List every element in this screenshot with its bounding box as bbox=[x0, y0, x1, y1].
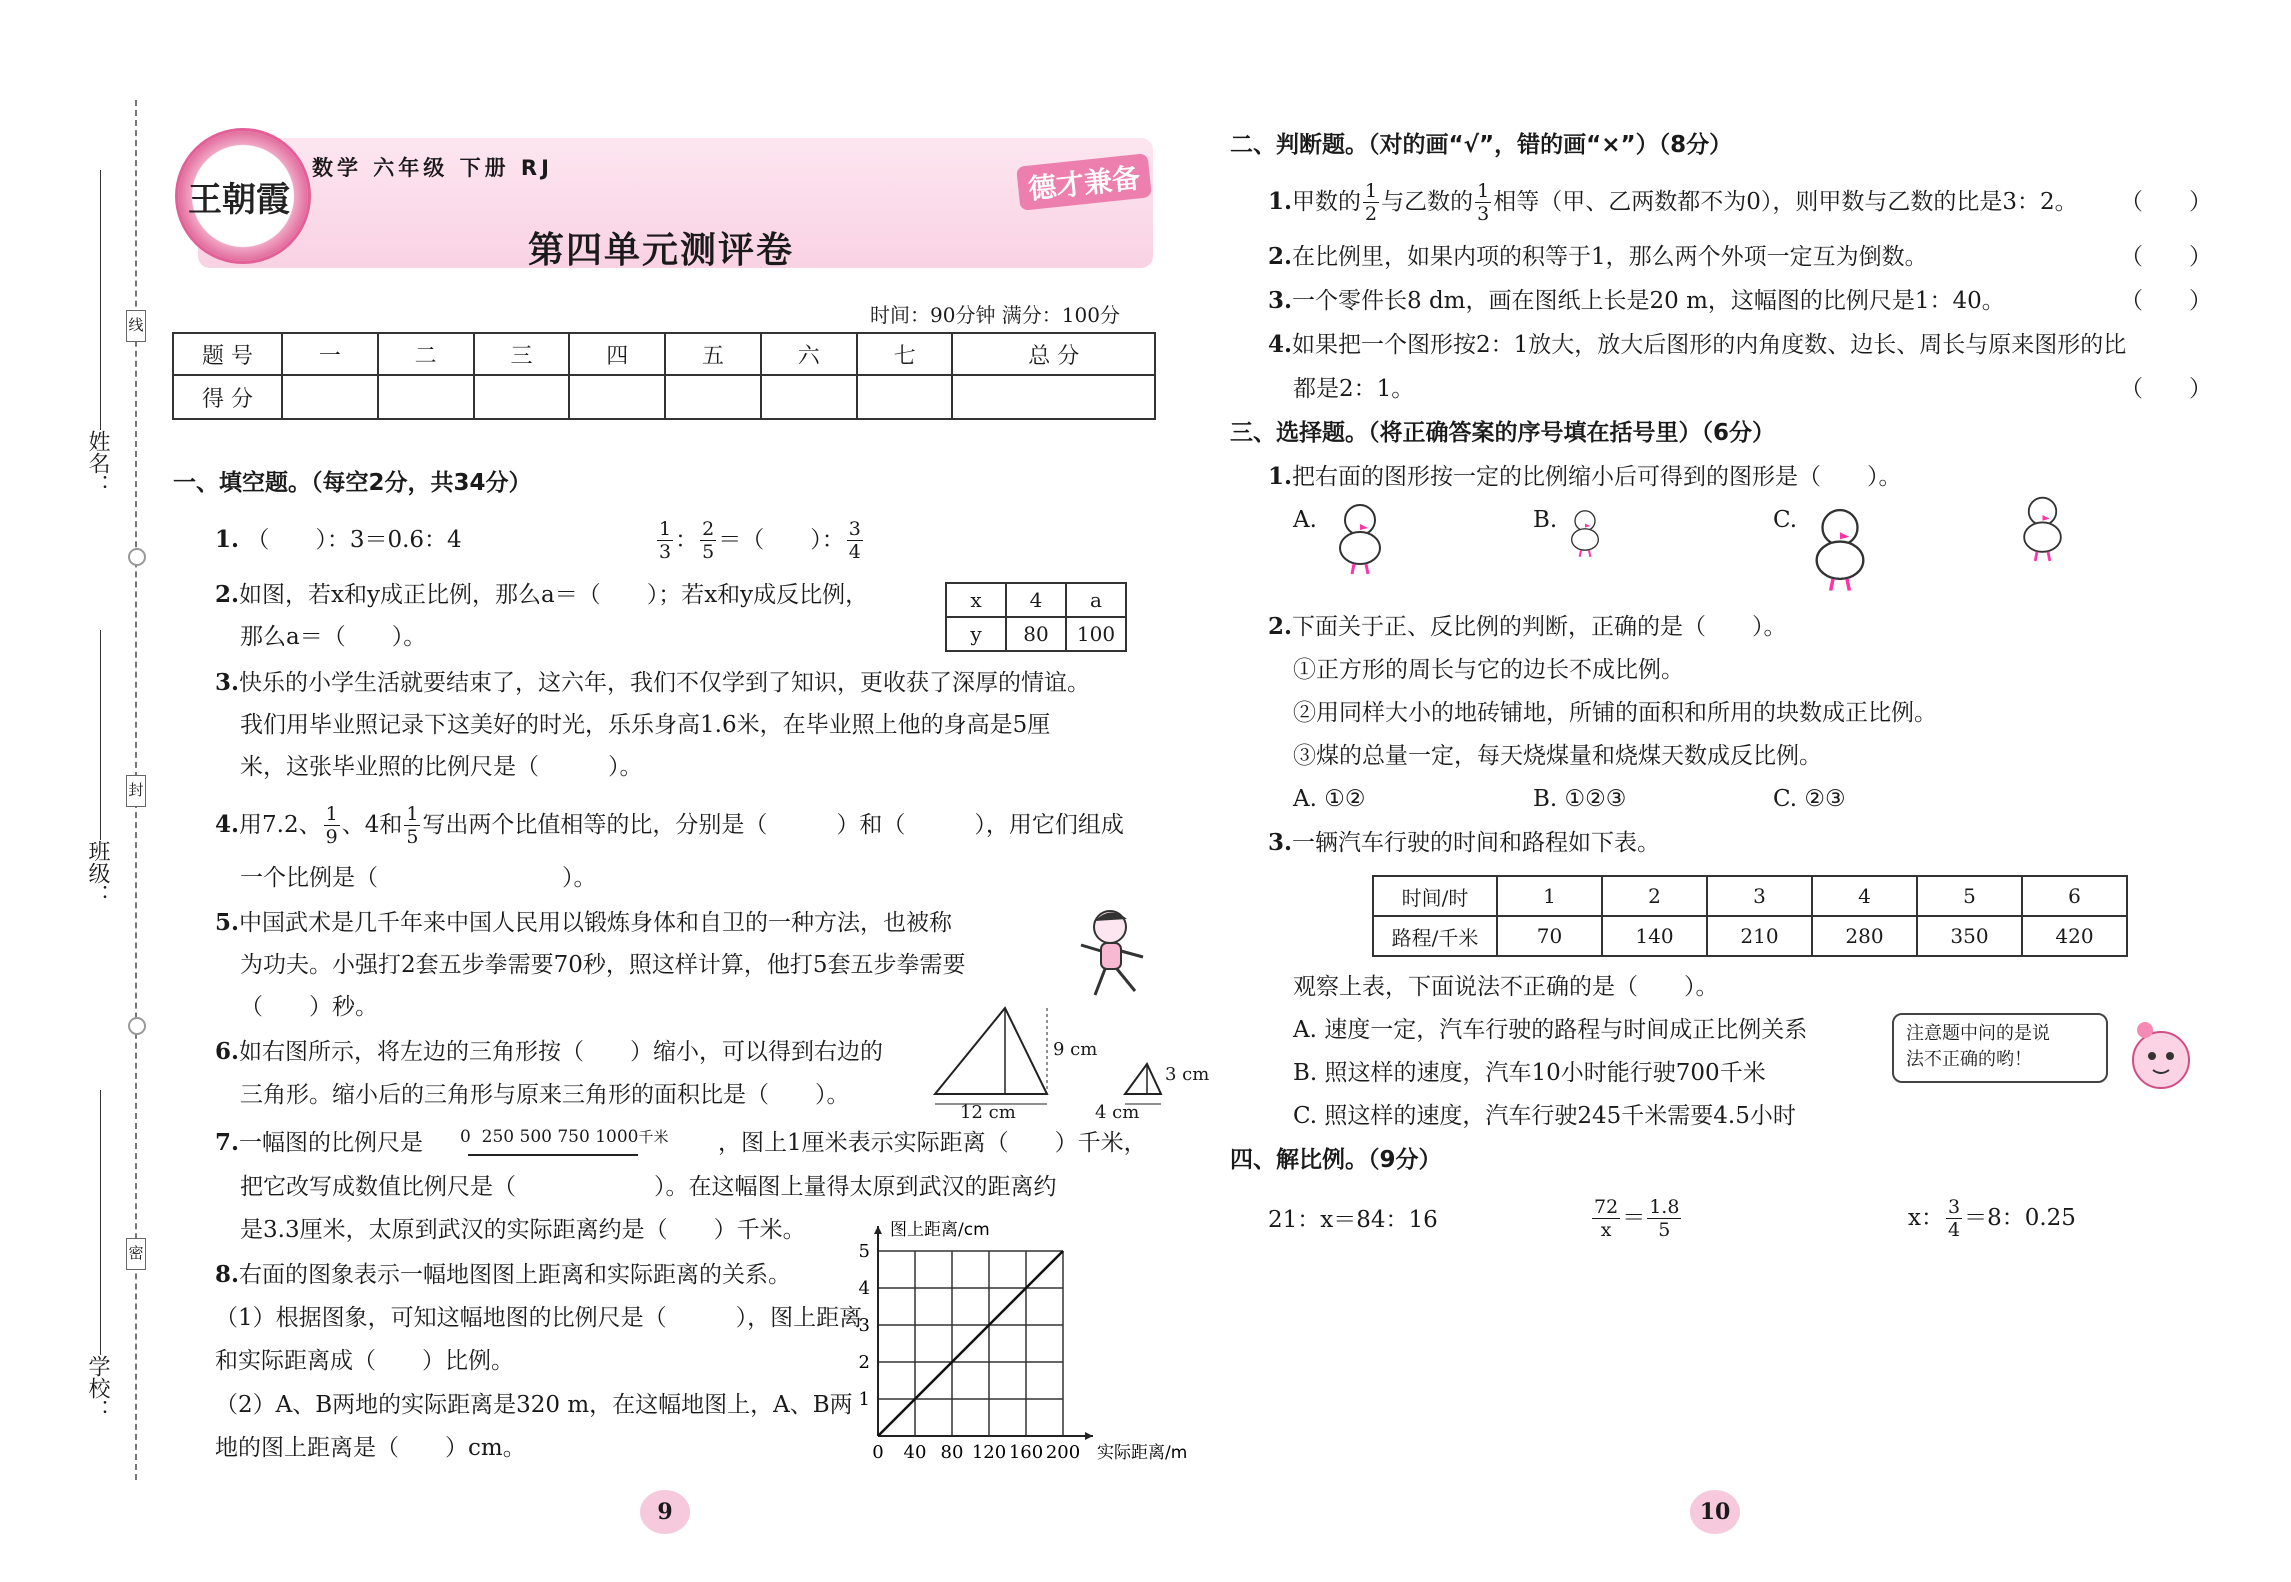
page-title: 第四单元测评卷 bbox=[528, 230, 795, 271]
fraction: $\frac{72}{x}$ bbox=[1594, 1195, 1619, 1241]
s1-q8: 8.右面的图象表示一幅地图图上距离和实际距离的关系。 bbox=[215, 1261, 792, 1288]
s1-q3-line2: 我们用毕业照记录下这美好的时光，乐乐身高1.6米，在毕业照上他的身高是5厘 bbox=[240, 712, 1051, 738]
s1-q7-line3: 是3.3厘米，太原到武汉的实际距离约是（ ）千米。 bbox=[240, 1217, 806, 1243]
school-label: 学校： bbox=[85, 1355, 110, 1421]
s2-q3-answer[interactable]: （ ） bbox=[2120, 288, 2212, 314]
s1-q5-line3: （ ）秒。 bbox=[240, 994, 378, 1020]
s3-q1-opt-b[interactable]: B. bbox=[1533, 507, 1558, 533]
s1-q3: 3.快乐的小学生活就要结束了，这六年，我们不仅学到了知识，更收获了深厚的情谊。 bbox=[215, 669, 1091, 696]
s3-q2-s1: ①正方形的周长与它的边长不成比例。 bbox=[1293, 657, 1684, 683]
s3-q2-opt-c[interactable]: C. ②③ bbox=[1773, 786, 1846, 812]
fraction: $\frac{3}{4}$ bbox=[1947, 1195, 1961, 1241]
s1-q1-a: （ ）：3＝0.6：4 bbox=[246, 527, 462, 553]
mascot-icon bbox=[2125, 1020, 2197, 1104]
s1-q5: 5.中国武术是几千年来中国人民用以锻炼身体和自卫的一种方法，也被称 bbox=[215, 909, 953, 936]
section4-title: 四、解比例。（9分） bbox=[1230, 1147, 1442, 1173]
score-cell[interactable] bbox=[282, 375, 378, 419]
s2-q4-line2: 都是2：1。 bbox=[1293, 376, 1415, 402]
fraction: $\frac{1.8}{5}$ bbox=[1649, 1195, 1680, 1241]
name-label: 姓名： bbox=[85, 430, 110, 496]
score-head-3: 三 bbox=[474, 333, 570, 375]
x-tick-label: 120 bbox=[971, 1442, 1007, 1463]
s3-q1: 1.把右面的图形按一定的比例缩小后可得到的图形是（ ）。 bbox=[1268, 463, 1902, 490]
s3-q2-opt-b[interactable]: B. ①②③ bbox=[1533, 786, 1627, 812]
small-triangle-height: 3 cm bbox=[1165, 1064, 1210, 1085]
q-num: 1. bbox=[215, 526, 240, 553]
s3-q2-s2: ②用同样大小的地砖铺地，所铺的面积和所用的块数成正比例。 bbox=[1293, 700, 1937, 726]
page-number-left: 9 bbox=[640, 1490, 690, 1534]
x-tick-label: 0 bbox=[872, 1442, 884, 1463]
x-tick-label: 80 bbox=[940, 1442, 964, 1463]
section1-title: 一、填空题。（每空2分，共34分） bbox=[173, 470, 532, 496]
s1-q1 bbox=[215, 525, 462, 555]
duck-c-icon bbox=[1805, 498, 1875, 602]
s1-q2-line2: 那么a＝（ ）。 bbox=[240, 624, 427, 650]
distance-chart bbox=[840, 1218, 1220, 1468]
fraction: $\frac{1}{2}$ bbox=[1365, 179, 1378, 225]
series-line bbox=[878, 1251, 1063, 1436]
s3-q3-opt-c[interactable]: C. 照这样的速度，汽车行驶245千米需要4.5小时 bbox=[1293, 1103, 1796, 1129]
s3-q1-opt-c[interactable]: C. bbox=[1773, 507, 1798, 533]
s2-q4: 4.如果把一个图形按2：1放大，放大后图形的内角度数、边长、周长与原来图形的比 bbox=[1268, 331, 2127, 358]
kungfu-boy-icon bbox=[1075, 905, 1150, 1000]
score-cell[interactable] bbox=[665, 375, 761, 419]
brand-name: 王朝霞 bbox=[188, 180, 290, 220]
series-info: 数学 六年级 下册 RJ bbox=[312, 156, 553, 180]
page-number-right: 10 bbox=[1690, 1490, 1740, 1534]
score-cell[interactable] bbox=[952, 375, 1155, 419]
s2-q2-answer[interactable]: （ ） bbox=[2120, 244, 2212, 270]
cut-mark-mi: 密 bbox=[126, 1238, 146, 1270]
big-triangle-base: 12 cm bbox=[960, 1102, 1016, 1123]
s3-q2: 2.下面关于正、反比例的判断，正确的是（ ）。 bbox=[1268, 613, 1787, 640]
fraction: $\frac{2}{5}$ bbox=[702, 517, 715, 563]
small-triangle-base: 4 cm bbox=[1095, 1102, 1140, 1123]
tip-bubble bbox=[1892, 1013, 2108, 1083]
score-cell[interactable] bbox=[569, 375, 665, 419]
s3-q3-ask: 观察上表，下面说法不正确的是（ ）。 bbox=[1293, 974, 1719, 1000]
s1-q6: 6.如右图所示，将左边的三角形按（ ）缩小，可以得到右边的 bbox=[215, 1038, 884, 1065]
s4-eq2: $\frac{72}{x}$ ＝ $\frac{1.8}{5}$ bbox=[1594, 1195, 1680, 1241]
fraction: $\frac{3}{4}$ bbox=[848, 517, 861, 563]
s3-q2-opt-a[interactable]: A. ①② bbox=[1293, 786, 1366, 812]
section3-title: 三、选择题。（将正确答案的序号填在括号里）（6分） bbox=[1230, 420, 1776, 446]
s2-q1: 1. 甲数的 $\frac{1}{2}$ 与乙数的 $\frac{1}{3}$ 相等（甲、乙两数都不为0），则甲数与乙数的比是3：2。 bbox=[1268, 179, 2078, 225]
score-cell[interactable] bbox=[857, 375, 953, 419]
s1-q8-line5: 地的图上距离是（ ）cm。 bbox=[215, 1435, 526, 1461]
s4-eq3: x： $\frac{3}{4}$ ＝8：0.25 bbox=[1908, 1195, 2076, 1241]
fraction: $\frac{1}{5}$ bbox=[406, 802, 419, 848]
s3-q2-s3: ③煤的总量一定，每天烧煤量和烧煤天数成反比例。 bbox=[1293, 743, 1822, 769]
s1-q7: 7.一幅图的比例尺是 bbox=[215, 1129, 424, 1156]
x-tick-label: 160 bbox=[1008, 1442, 1044, 1463]
s1-q1-b: $\frac{1}{3}$ ： $\frac{2}{5}$ ＝（ ）： $\frac{3}{4}$ bbox=[659, 517, 861, 563]
y-tick-label: 4 bbox=[858, 1278, 870, 1299]
school-field[interactable] bbox=[100, 1090, 101, 1355]
s1-q2: 2.如图，若x和y成正比例，那么a＝（ ）；若x和y成反比例， bbox=[215, 581, 869, 608]
duck-a-icon bbox=[1330, 500, 1390, 579]
tip-line2: 法不正确的哟！ bbox=[1906, 1049, 2032, 1070]
y-axis-arrow-icon bbox=[874, 1226, 882, 1234]
s3-q3-table: 时间/时 1 2 3 4 5 6 路程/千米 70 140 210 280 350 420 bbox=[1372, 875, 2128, 957]
fraction: $\frac{1}{3}$ bbox=[1477, 179, 1490, 225]
y-tick-label: 3 bbox=[858, 1315, 870, 1336]
score-cell[interactable] bbox=[378, 375, 474, 419]
cut-mark-xian: 线 bbox=[126, 310, 146, 342]
score-head-1: 一 bbox=[282, 333, 378, 375]
y-axis-title: 图上距离/cm bbox=[890, 1220, 990, 1240]
x-axis-arrow-icon bbox=[1085, 1432, 1093, 1440]
x-axis-title: 实际距离/m bbox=[1097, 1443, 1188, 1463]
line-scale: 0 250 500 750 1000千米 bbox=[460, 1126, 730, 1160]
s1-q6-line2: 三角形。缩小后的三角形与原来三角形的面积比是（ ）。 bbox=[240, 1082, 850, 1108]
y-tick-label: 1 bbox=[858, 1389, 870, 1410]
s3-q3: 3.一辆汽车行驶的时间和路程如下表。 bbox=[1268, 829, 1661, 856]
s1-q8-line4: （2）A、B两地的实际距离是320 m，在这幅地图上，A、B两 bbox=[215, 1392, 853, 1418]
score-row-label: 得 分 bbox=[173, 375, 282, 419]
s1-q4-line2: 一个比例是（ ）。 bbox=[240, 865, 597, 891]
score-head-6: 六 bbox=[761, 333, 857, 375]
score-cell[interactable] bbox=[761, 375, 857, 419]
s1-q3-line3: 米，这张毕业照的比例尺是（ ）。 bbox=[240, 754, 643, 780]
class-field[interactable] bbox=[100, 630, 101, 840]
s1-q7-p2: ，图上1厘米表示实际距离（ ）千米， bbox=[718, 1130, 1147, 1156]
cut-mark-feng: 封 bbox=[126, 775, 146, 807]
score-head-8: 总 分 bbox=[952, 333, 1155, 375]
binding-hole-icon bbox=[128, 548, 146, 566]
s2-q1-answer[interactable]: （ ） bbox=[2120, 189, 2212, 215]
s1-q4: 4. 用7.2、 $\frac{1}{9}$ 、4和 $\frac{1}{5}$ 写出两个比值相等的比，分别是（ ）和（ ），用它们组成 bbox=[215, 802, 1124, 848]
s2-q4-answer[interactable]: （ ） bbox=[2120, 376, 2212, 402]
score-cell[interactable] bbox=[474, 375, 570, 419]
duck-original-icon bbox=[2015, 490, 2070, 569]
section2-title: 二、判断题。（对的画“√”，错的画“×”）（8分） bbox=[1230, 132, 1733, 158]
s3-q3-opt-b[interactable]: B. 照这样的速度，汽车10小时能行驶700千米 bbox=[1293, 1060, 1766, 1086]
s4-eq1: 21：x＝84：16 bbox=[1268, 1207, 1438, 1233]
s1-q8-line2: （1）根据图象，可知这幅地图的比例尺是（ ），图上距离 bbox=[215, 1305, 863, 1331]
fraction: $\frac{1}{9}$ bbox=[325, 802, 338, 848]
binding-hole-icon bbox=[128, 1017, 146, 1035]
s1-q2-table: x 4 a y 80 100 bbox=[945, 582, 1127, 652]
class-label: 班级： bbox=[85, 840, 110, 906]
s2-q3: 3.一个零件长8 dm，画在图纸上长是20 m，这幅图的比例尺是1：40。 bbox=[1268, 287, 2005, 314]
x-tick-label: 200 bbox=[1045, 1442, 1081, 1463]
s1-q7-line2: 把它改写成数值比例尺是（ ）。在这幅图上量得太原到武汉的距离约 bbox=[240, 1174, 1057, 1200]
score-head-7: 七 bbox=[857, 333, 953, 375]
score-head-0: 题 号 bbox=[173, 333, 282, 375]
s3-q1-opt-a[interactable]: A. bbox=[1293, 507, 1317, 533]
big-triangle-height: 9 cm bbox=[1053, 1039, 1098, 1060]
slogan-badge: 德才兼备 bbox=[1016, 153, 1152, 211]
score-head-5: 五 bbox=[665, 333, 761, 375]
s3-q3-opt-a[interactable]: A. 速度一定，汽车行驶的路程与时间成正比例关系 bbox=[1293, 1017, 1808, 1043]
name-field[interactable] bbox=[100, 170, 101, 430]
x-tick-label: 40 bbox=[903, 1442, 927, 1463]
duck-b-icon bbox=[1565, 505, 1605, 564]
s1-q8-line3: 和实际距离成（ ）比例。 bbox=[215, 1348, 514, 1374]
tip-line1: 注意题中问的是说 bbox=[1906, 1023, 2050, 1044]
s2-q2: 2.在比例里，如果内项的积等于1，那么两个外项一定互为倒数。 bbox=[1268, 243, 1928, 270]
score-head-2: 二 bbox=[378, 333, 474, 375]
y-tick-label: 2 bbox=[858, 1352, 870, 1373]
score-head-4: 四 bbox=[569, 333, 665, 375]
fraction: $\frac{1}{3}$ bbox=[659, 517, 672, 563]
time-info: 时间：90分钟 满分：100分 bbox=[870, 303, 1120, 327]
score-table bbox=[172, 332, 1156, 420]
y-tick-label: 5 bbox=[858, 1241, 870, 1262]
s1-q5-line2: 为功夫。小强打2套五步拳需要70秒，照这样计算，他打5套五步拳需要 bbox=[240, 952, 966, 978]
